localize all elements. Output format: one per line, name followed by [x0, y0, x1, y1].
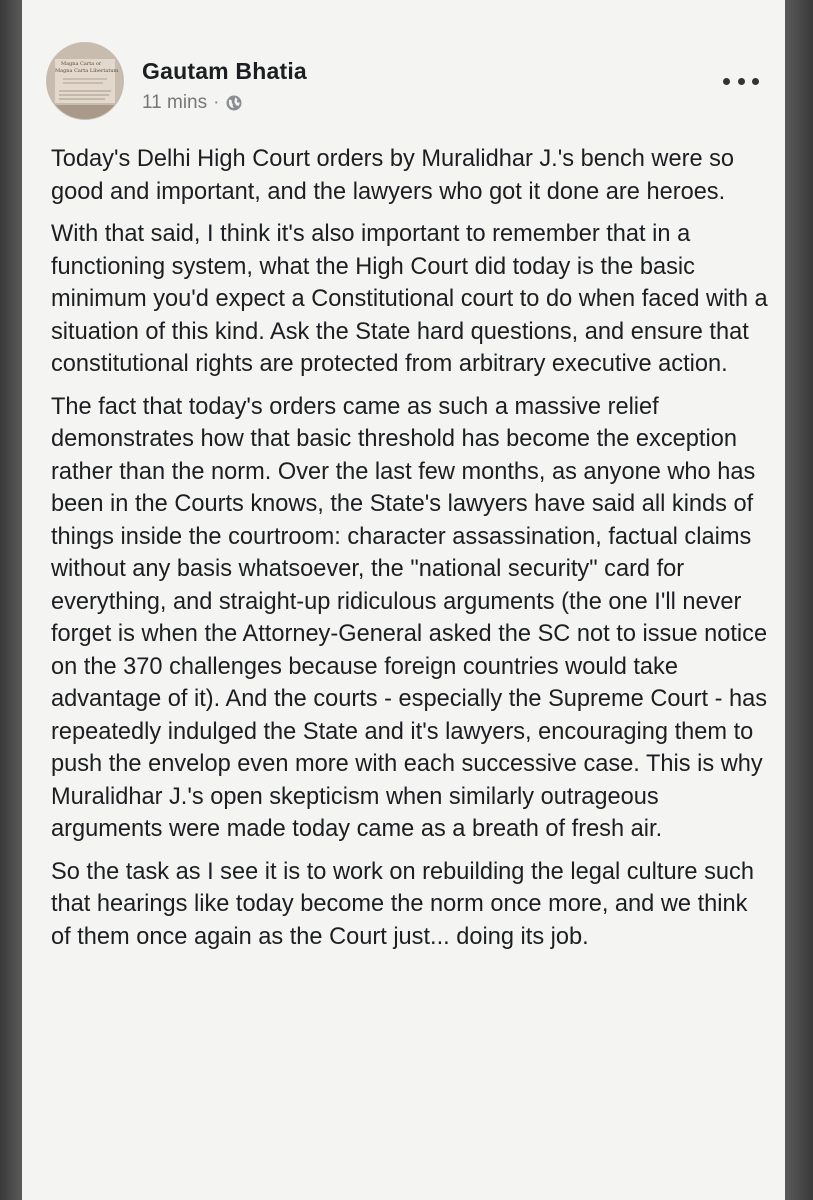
more-options-icon[interactable]	[723, 74, 759, 88]
post-card	[22, 0, 785, 1200]
globe-icon	[225, 94, 243, 112]
post-paragraph: Today's Delhi High Court orders by Muralidhar J.'s bench were so good and important, and the lawyers who got it done are heroes.	[51, 146, 735, 205]
meta-separator: ·	[213, 92, 220, 113]
post-timestamp[interactable]: 11 mins	[142, 92, 208, 113]
author-name[interactable]: Gautam Bhatia	[142, 58, 307, 84]
avatar-caption-line-2: Magna Carta Libertatum	[55, 68, 119, 74]
more-dot	[752, 78, 759, 85]
avatar-caption-line-1: Magna Carta or	[61, 61, 102, 67]
left-edge	[0, 0, 22, 1200]
right-edge	[785, 0, 813, 1200]
post-paragraph: So the task as I see it is to work on rebuilding the legal culture such that hearings like today become the norm once more, and we think of them once again as the Court just... doing its job.	[51, 858, 754, 950]
post-header	[46, 40, 765, 120]
post-paragraph: With that said, I think it's also important to remember that in a functioning system, what the High Court did today is the basic minimum you'd expect a Constitutional court to do when faced with a situation of this kind. Ask the State hard questions, and ensure that constitutional rights are protected from arbitrary executive action.	[51, 221, 768, 377]
post-paragraph: The fact that today's orders came as such a massive relief demonstrates how that basic threshold has become the exception rather than the norm. Over the last few months, as anyone who has been in the Courts knows, the State's lawyers have said all kinds of things inside the courtroom: character assassination, factual claims without any basis whatsoever, the "national security" card for everything, and straight-up ridiculous arguments (the one I'll never forget is when the Attorney-General asked the SC not to issue notice on the 370 challenges because foreign countries would take advantage of it). And the courts - especially the Supreme Court - has repeatedly indulged the State and it's lawyers, encouraging them to push the envelop even more with each successive case. This is why Muralidhar J.'s open skepticism when similarly outrageous arguments were made today came as a breath of fresh air.	[51, 393, 768, 842]
post-body	[51, 143, 769, 963]
more-dot	[738, 78, 745, 85]
post-meta	[142, 92, 243, 114]
more-dot	[723, 78, 730, 85]
avatar[interactable]	[46, 42, 124, 120]
